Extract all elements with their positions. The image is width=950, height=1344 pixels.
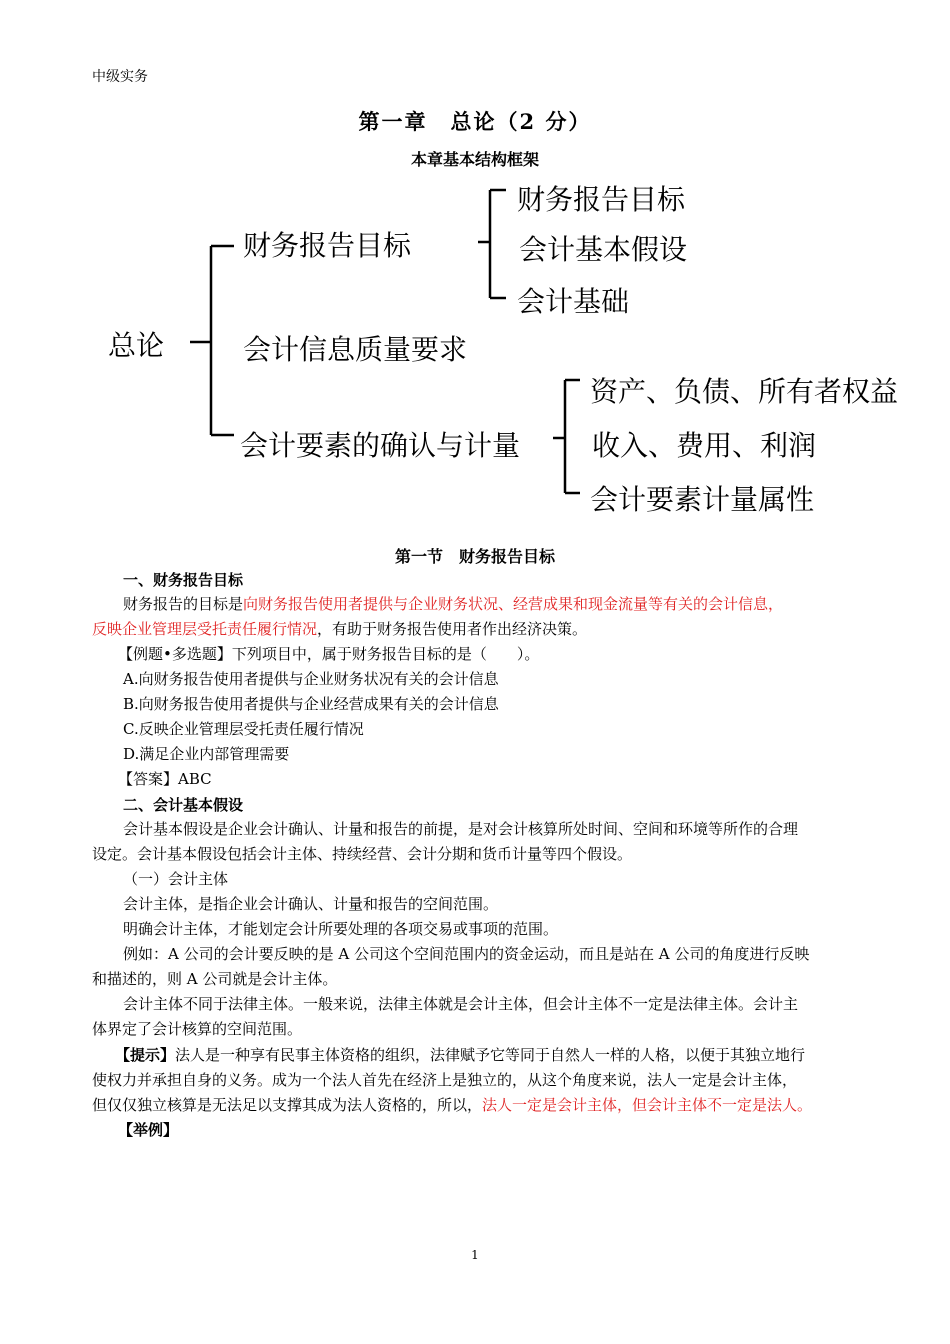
- page-header: 中级实务: [92, 69, 148, 85]
- diagram-branch-3-child: 收入、费用、利润: [592, 429, 817, 462]
- diagram-branch-3: 会计要素的确认与计量: [240, 429, 521, 462]
- example-label: 【举例】: [118, 1121, 179, 1139]
- answer: 【答案】ABC: [118, 770, 212, 788]
- paragraph-line: 会计主体，是指企业会计确认、计量和报告的空间范围。: [123, 895, 499, 913]
- paragraph-line: 和描述的，则 A 公司就是会计主体。: [92, 970, 338, 988]
- paragraph-line: [92, 617, 587, 642]
- highlight-text: 向财务报告使用者提供与企业财务状况、经营成果和现金流量等有关的会计信息，: [243, 595, 784, 613]
- paragraph-line: 会计基本假设是企业会计确认、计量和报告的前提，是对会计核算所处时间、空间和环境等所作的合理: [123, 820, 799, 838]
- example-question: 【例题•多选题】下列项目中，属于财务报告目标的是（ ）。: [118, 645, 540, 663]
- paragraph-line: 例如：A 公司的会计要反映的是 A 公司这个空间范围内的资金运动，而且是站在 A 公司的角度进行反映: [123, 945, 810, 963]
- option-a: A.向财务报告使用者提供与企业财务状况有关的会计信息: [123, 670, 499, 688]
- diagram-branch-3-child: 资产、负债、所有者权益: [590, 375, 899, 408]
- structure-diagram: [0, 170, 950, 540]
- heading-basic-assumptions: 二、会计基本假设: [123, 796, 244, 814]
- diagram-branch-2: 会计信息质量要求: [243, 333, 468, 366]
- paragraph-line: 明确会计主体，才能划定会计所要处理的各项交易或事项的范围。: [123, 920, 559, 938]
- framework-title: 本章基本结构框架: [410, 150, 539, 169]
- paragraph-line: [115, 1043, 805, 1068]
- diagram-branch-1-child: 财务报告目标: [517, 183, 686, 216]
- diagram-root: 总论: [108, 329, 165, 362]
- diagram-branch-1: 财务报告目标: [243, 229, 412, 262]
- heading-financial-reporting-objective: 一、财务报告目标: [123, 571, 244, 589]
- text-span: 财务报告的目标是: [123, 595, 244, 613]
- option-d: D.满足企业内部管理需要: [123, 745, 290, 763]
- paragraph-line: 设定。会计基本假设包括会计主体、持续经营、会计分期和货币计量等四个假设。: [92, 845, 633, 863]
- highlight-text: 法人一定是会计主体，但会计主体不一定是法人。: [482, 1096, 813, 1114]
- paragraph-line: [123, 592, 783, 617]
- section-title: 第一节 财务报告目标: [394, 547, 555, 566]
- text-span: 法人是一种享有民事主体资格的组织，法律赋予它等同于自然人一样的人格，以便于其独立地行: [175, 1046, 806, 1064]
- diagram-branch-1-child: 会计基础: [517, 285, 630, 318]
- diagram-branch-1-child: 会计基本假设: [519, 233, 688, 266]
- page-number: 1: [471, 1248, 479, 1262]
- subheading-accounting-entity: （一）会计主体: [123, 870, 229, 888]
- tip-label: 【提示】: [115, 1046, 176, 1064]
- paragraph-line: 会计主体不同于法律主体。一般来说，法律主体就是会计主体，但会计主体不一定是法律主体。会计主: [123, 995, 799, 1013]
- chapter-title: 第一章 总论（2 分）: [358, 109, 592, 134]
- text-span: 但仅仅独立核算是无法足以支撑其成为法人资格的，所以，: [92, 1096, 483, 1114]
- paragraph-line: 使权力并承担自身的义务。成为一个法人首先在经济上是独立的，从这个角度来说，法人一定是会计主体，: [92, 1071, 798, 1089]
- option-b: B.向财务报告使用者提供与企业经营成果有关的会计信息: [123, 695, 499, 713]
- highlight-text: 反映企业管理层受托责任履行情况: [92, 620, 318, 638]
- option-c: C.反映企业管理层受托责任履行情况: [123, 720, 364, 738]
- text-span: ，有助于财务报告使用者作出经济决策。: [317, 620, 588, 638]
- paragraph-line: [92, 1093, 812, 1118]
- diagram-branch-3-child: 会计要素计量属性: [590, 483, 815, 516]
- paragraph-line: 体界定了会计核算的空间范围。: [92, 1020, 303, 1038]
